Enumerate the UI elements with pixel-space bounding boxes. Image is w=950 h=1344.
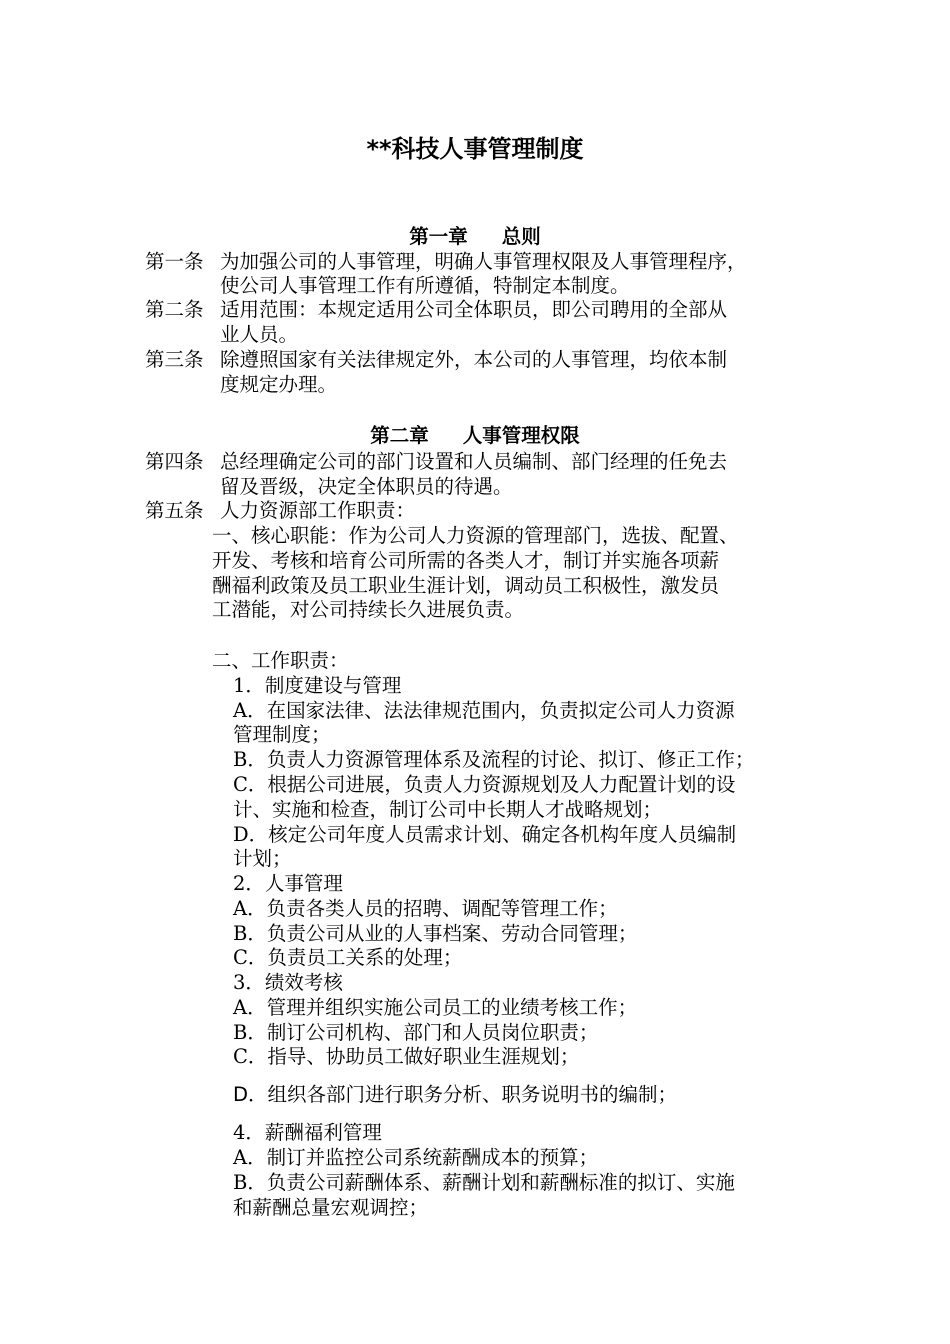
- duty-item: [233, 1082, 677, 1108]
- article-3-label: 第三条: [145, 348, 204, 371]
- core-function-line: 一、核心职能：作为公司人力资源的管理部门，选拔、配置、: [212, 524, 739, 547]
- duty-item: C．根据公司进展，负责人力资源规划及人力配置计划的设: [233, 773, 736, 796]
- duty-item-cont: 计划；: [233, 847, 292, 870]
- article-2-text-cont: 业人员。: [220, 323, 299, 346]
- document-title: **科技人事管理制度: [366, 135, 584, 163]
- duty-item: A．负责各类人员的招聘、调配等管理工作；: [233, 897, 618, 920]
- article-4-text: 总经理确定公司的部门设置和人员编制、部门经理的任免去: [220, 450, 728, 473]
- core-function-line: 酬福利政策及员工职业生涯计划，调动员工积极性，激发员: [212, 574, 720, 597]
- article-5-text: 人力资源部工作职责：: [220, 499, 416, 522]
- article-3-text-cont: 度规定办理。: [220, 373, 338, 396]
- duty-item: B．负责公司薪酬体系、薪酬计划和薪酬标准的拟订、实施: [233, 1171, 735, 1194]
- chapter-name: 人事管理权限: [462, 424, 580, 447]
- duties-heading: 二、工作职责：: [212, 649, 349, 672]
- core-function-line: 开发、考核和培育公司所需的各类人才，制订并实施各项薪: [212, 549, 720, 572]
- section-heading: 2．人事管理: [233, 872, 343, 895]
- duty-item: A．制订并监控公司系统薪酬成本的预算；: [233, 1146, 599, 1169]
- article-1-text: 为加强公司的人事管理，明确人事管理权限及人事管理程序，: [220, 250, 747, 273]
- duty-item: B．负责公司从业的人事档案、劳动合同管理；: [233, 922, 638, 945]
- article-4-label: 第四条: [145, 450, 204, 473]
- duty-item: D．核定公司年度人员需求计划、确定各机构年度人员编制: [233, 823, 737, 846]
- duty-item-cont: 和薪酬总量宏观调控；: [233, 1196, 429, 1219]
- item-text: ．组织各部门进行职务分析、职务说明书的编制；: [248, 1083, 678, 1106]
- chapter-number: 第二章: [370, 424, 429, 447]
- article-2-text: 适用范围：本规定适用公司全体职员，即公司聘用的全部从: [220, 298, 728, 321]
- duty-item: B．负责人力资源管理体系及流程的讨论、拟订、修正工作；: [233, 748, 755, 771]
- article-5-label: 第五条: [145, 499, 204, 522]
- article-4-text-cont: 留及晋级，决定全体职员的待遇。: [220, 475, 513, 498]
- article-1-label: 第一条: [145, 250, 204, 273]
- section-heading: 1．制度建设与管理: [233, 674, 402, 697]
- section-heading: 3．绩效考核: [233, 971, 343, 994]
- duty-item: B．制订公司机构、部门和人员岗位职责；: [233, 1021, 599, 1044]
- duty-item: C．指导、协助员工做好职业生涯规划；: [233, 1045, 580, 1068]
- article-3-text: 除遵照国家有关法律规定外，本公司的人事管理，均依本制: [220, 348, 728, 371]
- article-2-label: 第二条: [145, 298, 204, 321]
- duty-item: C．负责员工关系的处理；: [233, 946, 463, 969]
- duty-item: A．管理并组织实施公司员工的业绩考核工作；: [233, 996, 638, 1019]
- duty-item: A．在国家法律、法法律规范围内，负责拟定公司人力资源: [233, 699, 735, 722]
- section-heading: 4．薪酬福利管理: [233, 1121, 382, 1144]
- article-1-text-cont: 使公司人事管理工作有所遵循，特制定本制度。: [220, 274, 630, 297]
- item-letter: D: [233, 1083, 249, 1106]
- chapter-2-heading: [0, 423, 950, 449]
- chapter-number: 第一章: [409, 225, 468, 248]
- chapter-name: 总则: [501, 225, 541, 248]
- chapter-1-heading: [0, 224, 950, 250]
- duty-item-cont: 管理制度；: [233, 723, 331, 746]
- duty-item-cont: 计、实施和检查，制订公司中长期人才战略规划；: [233, 798, 663, 821]
- core-function-line: 工潜能，对公司持续长久进展负责。: [212, 598, 525, 621]
